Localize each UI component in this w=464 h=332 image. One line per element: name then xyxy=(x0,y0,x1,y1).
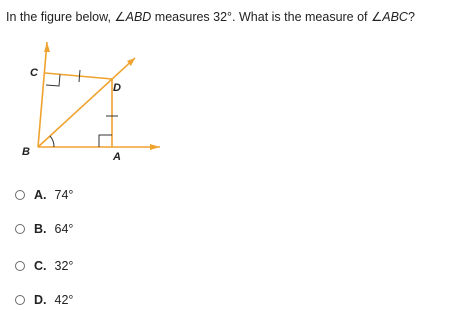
congruence-tick-cd xyxy=(79,70,80,82)
angle-symbol-1: ∠ xyxy=(114,10,126,24)
choice-b-letter: B. xyxy=(34,222,47,236)
right-angle-mark-a xyxy=(99,135,112,147)
given-angle-name: ABD xyxy=(125,10,152,24)
choice-c-value: 32° xyxy=(54,259,74,273)
angle-symbol-2: ∠ xyxy=(371,10,383,24)
label-b: B xyxy=(22,146,30,158)
choice-c[interactable] xyxy=(15,258,73,274)
choice-a-value: 74° xyxy=(54,188,74,202)
asked-angle-name: ABC xyxy=(382,10,408,24)
choice-a-letter: A. xyxy=(34,188,47,202)
radio-a[interactable] xyxy=(15,190,25,200)
right-angle-mark-c xyxy=(46,75,60,87)
label-a: A xyxy=(113,151,121,163)
ray-bd xyxy=(38,58,135,147)
choice-d[interactable] xyxy=(15,292,73,308)
label-d: D xyxy=(113,82,121,94)
radio-b[interactable] xyxy=(15,224,25,234)
question-prefix: In the figure below, xyxy=(6,10,115,24)
choice-d-value: 42° xyxy=(54,293,74,307)
choice-d-letter: D. xyxy=(34,293,47,307)
arrowhead-a xyxy=(150,144,160,150)
question-middle: measures 32°. What is the measure of xyxy=(151,10,372,24)
choice-b[interactable] xyxy=(15,221,73,237)
question-suffix: ? xyxy=(407,10,415,24)
label-c: C xyxy=(30,67,38,79)
ray-bc xyxy=(38,42,47,147)
radio-d[interactable] xyxy=(15,295,25,305)
segment-cd xyxy=(45,73,112,79)
choice-a[interactable] xyxy=(15,187,73,203)
angle-arc-b xyxy=(50,136,54,147)
choice-c-letter: C. xyxy=(34,259,47,273)
choice-b-value: 64° xyxy=(54,222,74,236)
arrowhead-c xyxy=(44,42,50,52)
radio-c[interactable] xyxy=(15,261,25,271)
